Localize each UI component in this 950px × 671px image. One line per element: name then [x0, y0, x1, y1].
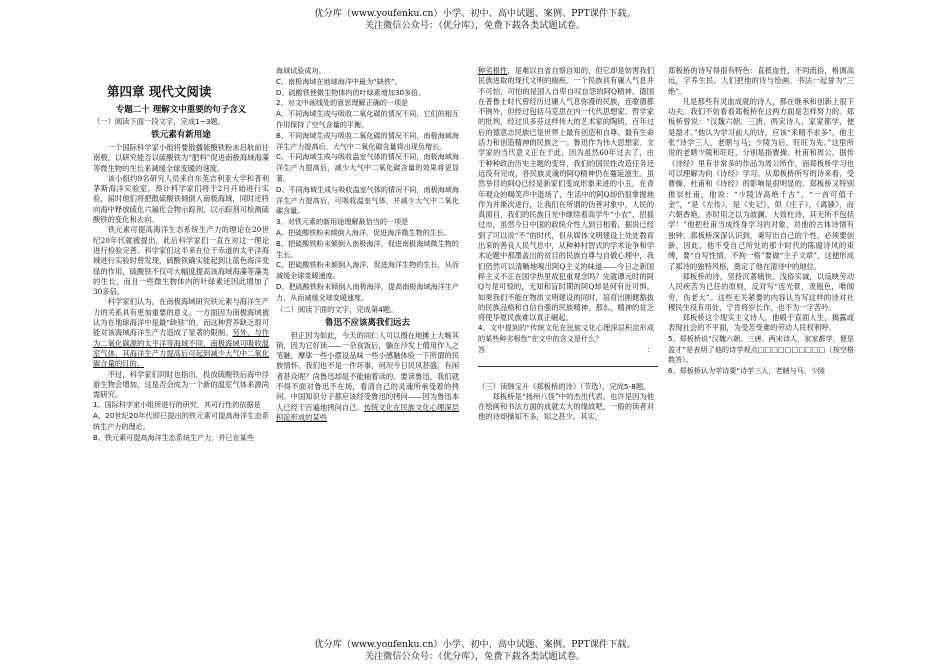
article-2-paragraph-cont [478, 66, 654, 323]
column-4 [668, 66, 854, 377]
section-2-heading: （二）阅读下面的文字，完成第4题。 [276, 304, 398, 314]
header-banner-line2: 关注微信公众号：（优分库），免费下载各类试题试卷。 [364, 20, 586, 31]
article-2-text-cont: ，是难以自省自察自知的，但它却是妨害我们民族进取的现代文明的痼疾。一个民族具有庸人气息并不可怕，可怕的是国人自卑自叹自怨的阿Q精神。德国在普鲁士时代曾经历过庸人气息弥漫的民族，连歌德都不例外，但经过包括马克思在内一代代思想家、哲学家的批判，经过贝多芬这样伟大的艺术家的陶铸，百年过后的德意志民族已是世界上最有创造和自尊、最有生命活力和创造精神的民族之一。鲁迅作为伟大思想家、文学家的当代意义正在于此，因为虽然60年过去了，由于种种政治历史主题的变异，我们的国民性改造任务还远没有完成，各民族灵魂的阿Q精神仍在蔓延滋生。虽然举目的阿Q已经是新家们变成形象来进的小丑，在青年观众的喝笑声中退场了，生活中的阿Q却仍很掌握地作为并渐次进行，让我们在所谓的伪善对象中，人民的真面目，我们的民族日光中继续着高学牛“小农”，招摇过市，虽然今日中国的政统介性人到日相看，据说已经到了可以说“不”的时代，但从媒体文明建设上处处教育出来的善良人民气息中，从种种村智式的学术论争和学术论题中那墨盖出的贫目的民族自尊与自做心理中，我们仍然可以清晰地嗅出阿Q主义的味道——今日之新国粹主义不正在国学热里故犯重观念吗？先就谭元时的阿Q与是可惊的，无知和盲时期的阿Q却是何有近可惧。如果我们不能在物质文明建设的同时，培育出刚健豁拔的民族品格和自信自强的民族精神，那么，精神的贫乏将使华夏民族难以真正崛起。 [478, 66, 655, 323]
paragraph-4-text: 科学家们认为，在南极海域研究铁元素与海洋生产力的关系具有更加重要的意义。一方面因为南极海域被认为在地球海洋中是最“缺铁”的，而这种营养缺乏很可能对该海域海洋生产力造成了显著的限制。 [93, 297, 269, 338]
answer-line [478, 345, 654, 367]
article-1-paragraph-3: 铁元素可提高海洋生态系统生产力的理论在20世纪20年代就被提出，此后科学家们一直在对这一理论进行检验完善。科学家们这半来在位于赤道的太平洋海域进行实验时曾发现，硫酸铁确实能起到让蓝色海洋变绿的作用，硫酸铁不仅可大幅度提高该海域海藻等藻类的生长，而且一些微生物体内的叶绿素还因此增加了30多倍。 [93, 225, 269, 297]
question-1-option-a: A、20世纪20年代即已提出的铁元素可提高海洋生态系统生产力的理论。 [93, 411, 269, 432]
header-banner [0, 8, 950, 32]
article-1-paragraph-1: 一个国际科学家小组将要散播硫酸铁粉末启航前往南极，以研究能否以硫酸铁为“肥料”促进南极海域海藻等微生物的生长来减缓全球变暖的速度。 [93, 143, 269, 173]
topic-title: 专题二十 理解文中重要的句子含义 [115, 105, 247, 115]
article-3-paragraph-1: 郑板桥是“扬州八怪”中的杰出代表。也许是因为他在绘画和书法方面的成就太大的缘故吧，一般的读者对他的诗却操知不多，知之甚少。其实， [478, 391, 654, 422]
underlined-sentence: 另外，与作为二氧化碳源的太平洋等海域不同，南极海域可吸收温室气体，其海洋生产力提高后可起到减少大气中二氧化碳含量的目的。 [93, 328, 270, 369]
question-2-option-a: A、不同海域生成与吸收二氧化碳的情况不同，它们的相互作用保持了空气含量的平衡。 [276, 109, 459, 129]
chapter-title: 第四章 现代文阅读 [107, 84, 212, 99]
question-4: 4、文中提到的“传统文化在民族文化心理深层积淀形成的某些种劣根性”在文中的含义是什么？ [478, 323, 654, 344]
answer-label: 答： [478, 345, 654, 355]
column-3 [478, 66, 654, 423]
question-1-option-c: C、南极海域在地球海洋中最为“缺铁”。 [276, 76, 402, 86]
article-3-paragraph-4: 郑板桥这个现实主义诗人，他殿于直面人生，揭露或表现社会的不平面，为受苦受难的劳动人民权利呼。 [668, 313, 854, 333]
question-2-option-d: D、不同海域生成与吸收温室气体的情况不同，南极海域海洋生产力提高后，可吸收温室气体，并减少大气中二氧化碳含量。 [276, 184, 459, 216]
section-1-heading: （一）阅读下面一段文字，完成1~3题。 [93, 117, 226, 126]
question-2-option-b: B、不同海域生成与吸收二氧化碳的情况不同，南极海域海洋生产力提高后，大气中二氧化碳含量将出现负增长。 [276, 130, 459, 151]
article-1-paragraph-2: 该小组约9名研究人员来自东英吉利亚大学和普利茅斯海洋实验室。预计科学家们将于2月开始进行实验，届时他们将把散硫酸铁倾倒入南极海域，同时还将向海中释放硫化六氟化合物示踪剂，以示踪剂可检测硫酸铁的变化和去向。 [93, 173, 269, 225]
footer-banner-line2: 关注微信公众号：（优分库），免费下载各类试题试卷。 [364, 651, 586, 662]
section-3-heading: （三）读韩宝升《郑板桥的诗》（节选），完成5-8题。 [478, 381, 651, 391]
question-1-option-d: D、硫酸铁使微生物体内的叶绿素增加30多倍。 [276, 87, 426, 97]
question-3-option-a: A、把硫酸铁粉末倾倒入海洋，促进海洋微生物的生长。 [276, 227, 452, 237]
column-2 [276, 66, 459, 423]
question-6: 6、郑板桥认为学诗要“诗学三人，老瞎与马，少陵 [668, 366, 826, 376]
article-3-paragraph-3: 郑板桥的诗，坚持沉著痛快、浅俗实诚，以反映劳动人民疾苦为已任的原则，反对写“连光景，羡瓶色，唯闻穷，伤老大”。这些无关紧要的内容认为写这样的诗对社稷民生没有用处，宁肯将岁长作，也不为一字苦吟。 [668, 271, 854, 312]
footer-banner [0, 639, 950, 663]
footer-banner-line1: 优分库（www.youfenku.cn）小学、初中、高中试题、案例、PPT课件下载。 [314, 639, 636, 650]
question-2: 2、对文中画线处的意思理解正确的一项是 [276, 98, 409, 108]
question-3-option-b: B、把硫酸铁粉末倾倒入南极海洋，促进南极海域微生物的生长。 [276, 238, 459, 259]
question-1: 1、国际科学家小组所进行的研究，其可行性的依据是 [93, 400, 261, 410]
article-3-paragraph-2: 凡是那些有灵血成就的诗人，都在继承和创新上很下功夫。我们不妨看看郑板桥在这两方面是怎样努力的。郑板桥曾说：“汉魏六朝、三唐、两宋诗人，家家都学，便是盈才。”他认为学习前人的诗，应该“来精不求多”，他主张“诗学三人，老瞎与马；少陵为后，旺旺为先。”这里所说的老瞎少陵和旺旺，分别是指曹操、杜甫和周公。据传《诗经》里有非常多的作品为周公所作，而郑板桥学习也可以理解为向《诗经》学习。从郑板桥所写的诗来看，受曹操、杜甫和《诗经》的影响是很明显的。郑板桥又特别推崇杜甫，他说：“少陵诗高绝千古”，“一首可值千金”，“是《左传》，是《史记》，似《庄子》，《离骚》，而六朝香艳，亦时用之以为波澜。大致杜诗，其无所不包括学！”他把杜甫当成终身学习的对象，对他的古体诗情有独钟。郑板桥深深认识到，秉写出自己的个性，必须要创新，因此，他不受自己所处的那个时代的陈腐诗风的束缚，要“自写性情，不拘一格”要做“主子文章”，这便形成了郑诗的独特风格，奠定了他在清诗中的地位。 [668, 96, 854, 271]
question-3: 3、对铁元素的新用途理解最恰当的一项是 [276, 217, 409, 227]
question-3-option-d: D、把硫酸铁粉末倾倒入南极海洋，提高南极海域海洋生产力，从而减缓全球变暖速度。 [276, 281, 459, 302]
article-2-text: 但正因为如此，今天的同仁人可以擦在地摊上大畅其销，因为它好读——一杂食饭后，躺在沙发上僧用作人之笔触，摩挲一些小摆设品味一些小感触体验一下所谓的民族情怀。我们也不是一件坏事，何况今日民风甚盛，有闲者甚众呢？尚鲁迅却是不能轴着读的。要读鲁迅，我们就不得不面对鲁迅不在场，看清自己的灵魂所承受着的拷问。中国知识分子都应该经受鲁迅的拷问——因为鲁迅本人已经干百遍地拷问自己。 [276, 330, 459, 412]
article-1-title: 铁元素有新用途 [151, 130, 211, 140]
article-2-underlined: 传统文化在民族文化心理深层积淀形成的某些 [276, 402, 460, 422]
article-2-title: 鲁迅不应该离我们远去 [324, 317, 410, 328]
header-banner-line1: 优分库（www.youfenku.cn）小学、初中、高中试题、案例、PPT课件下载。 [314, 8, 636, 19]
question-1-option-b-continued: 海域试验成功。 [276, 66, 326, 75]
article-2-underlined-cont: 种劣根性 [478, 66, 508, 75]
article-2-paragraph-1 [276, 331, 459, 424]
column-1 [93, 66, 269, 444]
question-3-option-c: C、把硫酸铁粉末倾倒入海洋，促进海洋生物的生长，从而减缓全球变暖速度。 [276, 260, 459, 281]
answer-input-line[interactable] [478, 358, 658, 367]
article-1-paragraph-5: 不过，科学家们同时也指出，投放硫酸铁后海中浮游生物会增加，这是否会成为一个新的温室气体来源尚需研究。 [93, 369, 269, 400]
question-2-option-c: C、不同海域生成与吸收温室气体的情况不同，南极海域海洋生产力提高后，减少大气中二氧化碳含量的效果将更显著。 [276, 152, 459, 183]
article-3-paragraph-cont: 郑板桥的诗写得很有特色：直抵血性，不同流俗，格调高远，字养生民。人们把他的诗与绘画、书法一起誉为“三绝”。 [668, 66, 854, 96]
question-5: 5、郑板桥说“汉魏六朝、三唐、两宋诗人，家家都学，便是盈才”是表明了他的诗学观点□□□□□□□□□□（按空格数答）。 [668, 333, 854, 365]
article-1-paragraph-4 [93, 297, 269, 369]
question-1-option-b: B、铁元素可提高海洋生态系统生产力，并已在某些 [93, 432, 254, 442]
